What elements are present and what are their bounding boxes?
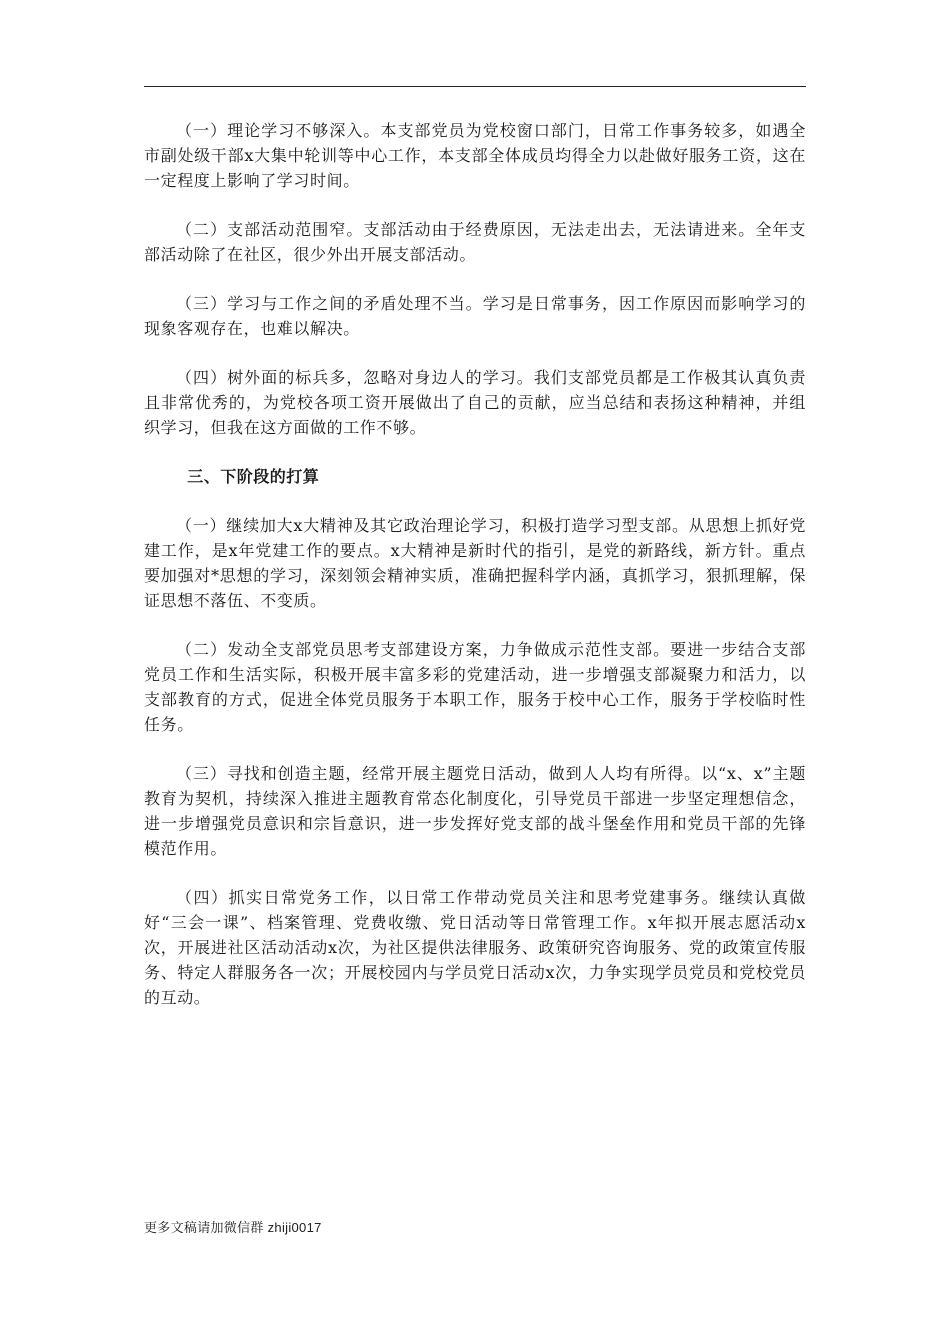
paragraph-plan-3: （三）寻找和创造主题，经常开展主题党日活动，做到人人均有所得。以“x、x”主题教育为契机，持续深入推进主题教育常态化制度化，引导党员干部进一步坚定理想信念，进一步增强党员意识和宗旨意识，进一步发挥好党支部的战斗堡垒作用和党员干部的先锋模范作用。 <box>144 764 806 858</box>
footer-note: 更多文稿请加微信群 zhiji0017 <box>144 1220 322 1235</box>
document-body <box>144 118 806 1034</box>
header-rule <box>144 86 806 87</box>
paragraph-issue-2: （二）支部活动范围窄。支部活动由于经费原因，无法走出去，无法请进来。全年支部活动除了在社区，很少外出开展支部活动。 <box>144 220 806 264</box>
paragraph-issue-3: （三）学习与工作之间的矛盾处理不当。学习是日常事务，因工作原因而影响学习的现象客观存在，也难以解决。 <box>144 294 806 338</box>
paragraph-issue-1: （一）理论学习不够深入。本支部党员为党校窗口部门，日常工作事务较多，如遇全市副处级干部x大集中轮训等中心工作，本支部全体成员均得全力以赴做好服务工资，这在一定程度上影响了学习时间。 <box>144 121 806 190</box>
paragraph-plan-1: （一）继续加大x大精神及其它政治理论学习，积极打造学习型支部。从思想上抓好党建工作，是x年党建工作的要点。x大精神是新时代的指引，是党的新路线，新方针。重点要加强对*思想的学习，深刻领会精神实质，准确把握科学内涵，真抓学习，狠抓理解，保证思想不落伍、不变质。 <box>144 516 806 610</box>
section-heading: 三、下阶段的打算 <box>187 467 320 486</box>
paragraph-issue-4: （四）树外面的标兵多，忽略对身边人的学习。我们支部党员都是工作极其认真负责且非常优秀的，为党校各项工资开展做出了自己的贡献，应当总结和表扬这种精神，并组织学习，但我在这方面做的工作不够。 <box>144 368 806 437</box>
paragraph-plan-4: （四）抓实日常党务工作，以日常工作带动党员关注和思考党建事务。继续认真做好“三会一课”、档案管理、党费收缴、党日活动等日常管理工作。x年拟开展志愿活动x次，开展进社区活动活动x次，为社区提供法律服务、政策研究咨询服务、党的政策宣传服务、特定人群服务各一次；开展校园内与学员党日活动x次，力争实现学员党员和党校党员的互动。 <box>144 888 806 1007</box>
paragraph-plan-2: （二）发动全支部党员思考支部建设方案，力争做成示范性支部。要进一步结合支部党员工作和生活实际，积极开展丰富多彩的党建活动，进一步增强支部凝聚力和活力，以支部教育的方式，促进全体党员服务于本职工作，服务于校中心工作，服务于学校临时性任务。 <box>144 640 806 734</box>
